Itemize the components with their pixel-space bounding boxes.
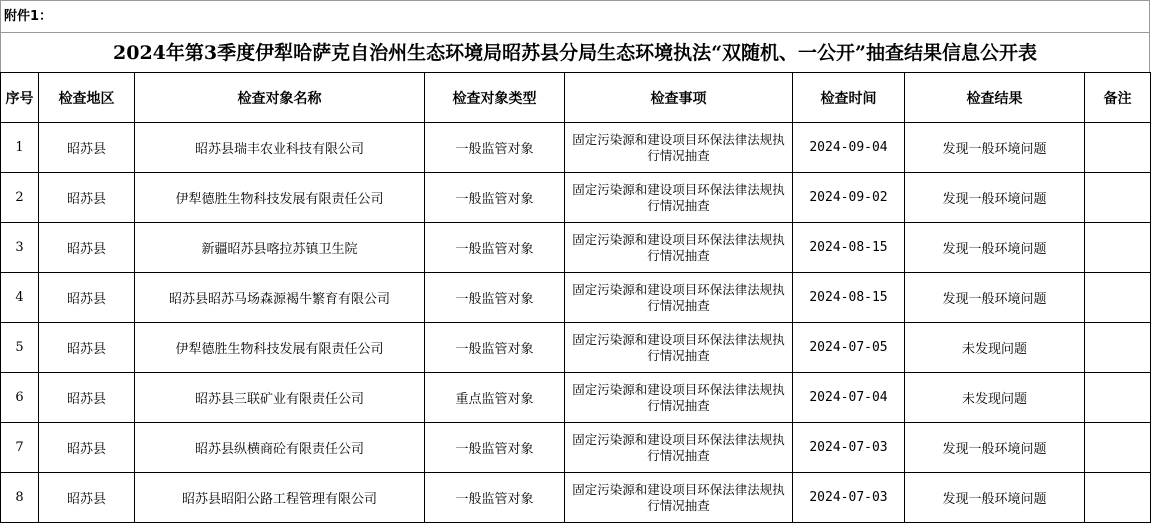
inspection-matter-cell: 固定污染源和建设项目环保法律法规执行情况抽查 — [565, 223, 793, 273]
note-cell — [1085, 223, 1151, 273]
inspection-date-cell: 2024-07-03 — [793, 473, 905, 523]
inspection-matter-cell: 固定污染源和建设项目环保法律法规执行情况抽查 — [565, 473, 793, 523]
inspection-result-cell: 发现一般环境问题 — [905, 173, 1085, 223]
object-type-cell: 一般监管对象 — [425, 123, 565, 173]
row-number: 5 — [1, 323, 39, 373]
inspection-result-cell: 未发现问题 — [905, 323, 1085, 373]
object-name-cell: 伊犁德胜生物科技发展有限责任公司 — [135, 173, 425, 223]
header-result: 检查结果 — [905, 73, 1085, 123]
region-cell: 昭苏县 — [39, 373, 135, 423]
row-number: 6 — [1, 373, 39, 423]
inspection-matter-cell: 固定污染源和建设项目环保法律法规执行情况抽查 — [565, 173, 793, 223]
header-name: 检查对象名称 — [135, 73, 425, 123]
table-row — [1, 423, 1151, 473]
header-row — [1, 73, 1151, 123]
object-name-cell: 新疆昭苏县喀拉苏镇卫生院 — [135, 223, 425, 273]
note-cell — [1085, 423, 1151, 473]
object-type-cell: 一般监管对象 — [425, 323, 565, 373]
header-type: 检查对象类型 — [425, 73, 565, 123]
inspection-result-cell: 发现一般环境问题 — [905, 473, 1085, 523]
inspection-date-cell: 2024-07-03 — [793, 423, 905, 473]
header-note: 备注 — [1085, 73, 1151, 123]
inspection-result-cell: 发现一般环境问题 — [905, 273, 1085, 323]
header-no: 序号 — [1, 73, 39, 123]
inspection-matter-cell: 固定污染源和建设项目环保法律法规执行情况抽查 — [565, 423, 793, 473]
table-row — [1, 373, 1151, 423]
table-row — [1, 123, 1151, 173]
table-row — [1, 273, 1151, 323]
header-matter: 检查事项 — [565, 73, 793, 123]
object-name-cell: 昭苏县三联矿业有限责任公司 — [135, 373, 425, 423]
object-type-cell: 一般监管对象 — [425, 273, 565, 323]
row-number: 2 — [1, 173, 39, 223]
attachment-label: 附件1： — [0, 0, 1150, 32]
object-type-cell: 一般监管对象 — [425, 223, 565, 273]
inspection-date-cell: 2024-07-04 — [793, 373, 905, 423]
inspection-date-cell: 2024-07-05 — [793, 323, 905, 373]
note-cell — [1085, 173, 1151, 223]
header-date: 检查时间 — [793, 73, 905, 123]
inspection-matter-cell: 固定污染源和建设项目环保法律法规执行情况抽查 — [565, 123, 793, 173]
object-type-cell: 重点监管对象 — [425, 373, 565, 423]
row-number: 8 — [1, 473, 39, 523]
object-type-cell: 一般监管对象 — [425, 473, 565, 523]
region-cell: 昭苏县 — [39, 223, 135, 273]
object-type-cell: 一般监管对象 — [425, 173, 565, 223]
region-cell: 昭苏县 — [39, 473, 135, 523]
inspection-date-cell: 2024-08-15 — [793, 223, 905, 273]
object-name-cell: 昭苏县昭阳公路工程管理有限公司 — [135, 473, 425, 523]
object-name-cell: 昭苏县瑞丰农业科技有限公司 — [135, 123, 425, 173]
inspection-matter-cell: 固定污染源和建设项目环保法律法规执行情况抽查 — [565, 323, 793, 373]
row-number: 7 — [1, 423, 39, 473]
object-name-cell: 昭苏县纵横商砼有限责任公司 — [135, 423, 425, 473]
note-cell — [1085, 473, 1151, 523]
table-row — [1, 223, 1151, 273]
inspection-results-table — [0, 72, 1151, 523]
header-region: 检查地区 — [39, 73, 135, 123]
table-title: 2024年第3季度伊犁哈萨克自治州生态环境局昭苏县分局生态环境执法“双随机、一公开”抽查结果信息公开表 — [0, 32, 1150, 72]
object-name-cell: 伊犁德胜生物科技发展有限责任公司 — [135, 323, 425, 373]
note-cell — [1085, 323, 1151, 373]
inspection-result-cell: 未发现问题 — [905, 373, 1085, 423]
row-number: 1 — [1, 123, 39, 173]
inspection-matter-cell: 固定污染源和建设项目环保法律法规执行情况抽查 — [565, 373, 793, 423]
row-number: 3 — [1, 223, 39, 273]
inspection-date-cell: 2024-09-02 — [793, 173, 905, 223]
table-row — [1, 323, 1151, 373]
region-cell: 昭苏县 — [39, 123, 135, 173]
inspection-matter-cell: 固定污染源和建设项目环保法律法规执行情况抽查 — [565, 273, 793, 323]
object-name-cell: 昭苏县昭苏马场森源褐牛繁育有限公司 — [135, 273, 425, 323]
table-row — [1, 473, 1151, 523]
region-cell: 昭苏县 — [39, 173, 135, 223]
region-cell: 昭苏县 — [39, 273, 135, 323]
inspection-date-cell: 2024-08-15 — [793, 273, 905, 323]
note-cell — [1085, 273, 1151, 323]
inspection-date-cell: 2024-09-04 — [793, 123, 905, 173]
object-type-cell: 一般监管对象 — [425, 423, 565, 473]
note-cell — [1085, 123, 1151, 173]
inspection-result-cell: 发现一般环境问题 — [905, 223, 1085, 273]
region-cell: 昭苏县 — [39, 423, 135, 473]
note-cell — [1085, 373, 1151, 423]
row-number: 4 — [1, 273, 39, 323]
table-row — [1, 173, 1151, 223]
inspection-result-cell: 发现一般环境问题 — [905, 423, 1085, 473]
inspection-result-cell: 发现一般环境问题 — [905, 123, 1085, 173]
region-cell: 昭苏县 — [39, 323, 135, 373]
